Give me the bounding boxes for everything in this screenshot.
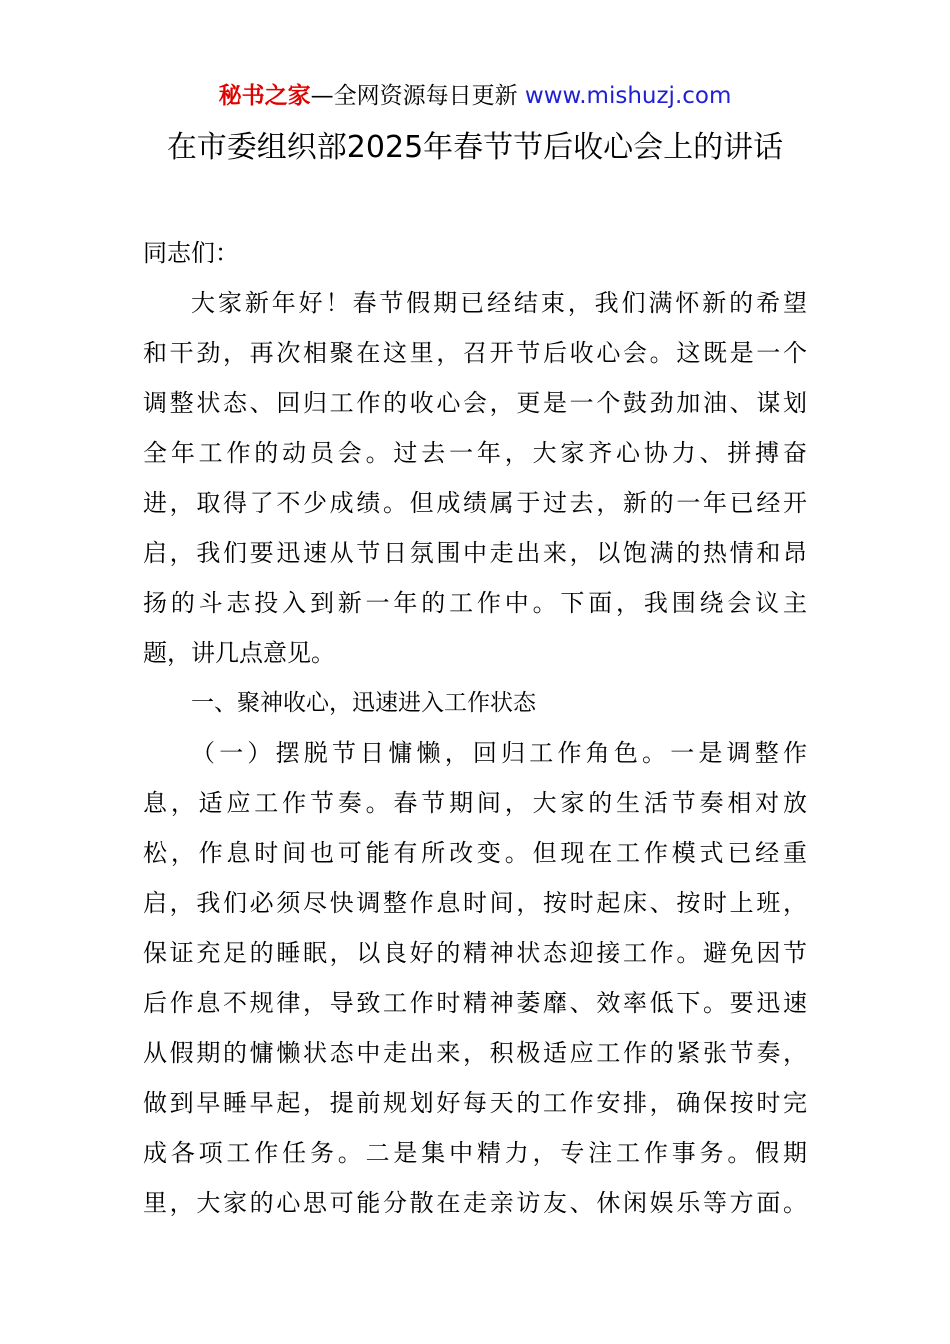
paragraph-line: 做到早睡早起，提前规划好每天的工作安排，确保按时完 (143, 1089, 807, 1117)
site-header (0, 80, 950, 112)
paragraph-line: 进，取得了不少成绩。但成绩属于过去，新的一年已经开 (143, 489, 807, 517)
paragraph-line: 题，讲几点意见。 (143, 639, 335, 667)
paragraph-line: 后作息不规律，导致工作时精神萎靡、效率低下。要迅速 (143, 989, 807, 1017)
paragraph-line: 松，作息时间也可能有所改变。但现在工作模式已经重 (143, 839, 807, 867)
paragraph-line: 扬的斗志投入到新一年的工作中。下面，我围绕会议主 (143, 589, 807, 617)
paragraph-line: 调整状态、回归工作的收心会，更是一个鼓劲加油、谋划 (143, 389, 807, 417)
paragraph-line: 里，大家的心思可能分散在走亲访友、休闲娱乐等方面。 (143, 1189, 807, 1217)
paragraph-line: 和干劲，再次相聚在这里，召开节后收心会。这既是一个 (143, 339, 807, 367)
paragraph-line: 成各项工作任务。二是集中精力，专注工作事务。假期 (143, 1139, 807, 1167)
document-body (143, 228, 807, 1228)
paragraph-line: 启，我们必须尽快调整作息时间，按时起床、按时上班， (143, 889, 807, 917)
paragraph-line: 息，适应工作节奏。春节期间，大家的生活节奏相对放 (143, 789, 807, 817)
salutation: 同志们： (143, 239, 239, 267)
paragraph-line: 大家新年好！春节假期已经结束，我们满怀新的希望 (191, 289, 807, 317)
section-heading: 一、聚神收心，迅速进入工作状态 (191, 690, 536, 716)
paragraph-line: 启，我们要迅速从节日氛围中走出来，以饱满的热情和昂 (143, 539, 807, 567)
paragraph-line: 保证充足的睡眠，以良好的精神状态迎接工作。避免因节 (143, 939, 807, 967)
header-tagline: —全网资源每日更新 (310, 83, 525, 109)
paragraph-line: 从假期的慵懒状态中走出来，积极适应工作的紧张节奏， (143, 1039, 807, 1067)
document-title: 在市委组织部2025年春节节后收心会上的讲话 (166, 130, 784, 165)
site-url-link[interactable]: www.mishuzj.com (524, 83, 732, 109)
brand-name: 秘书之家 (218, 83, 311, 109)
paragraph-line: （一）摆脱节日慵懒，回归工作角色。一是调整作 (191, 739, 807, 767)
paragraph-line: 全年工作的动员会。过去一年，大家齐心协力、拼搏奋 (143, 439, 807, 467)
